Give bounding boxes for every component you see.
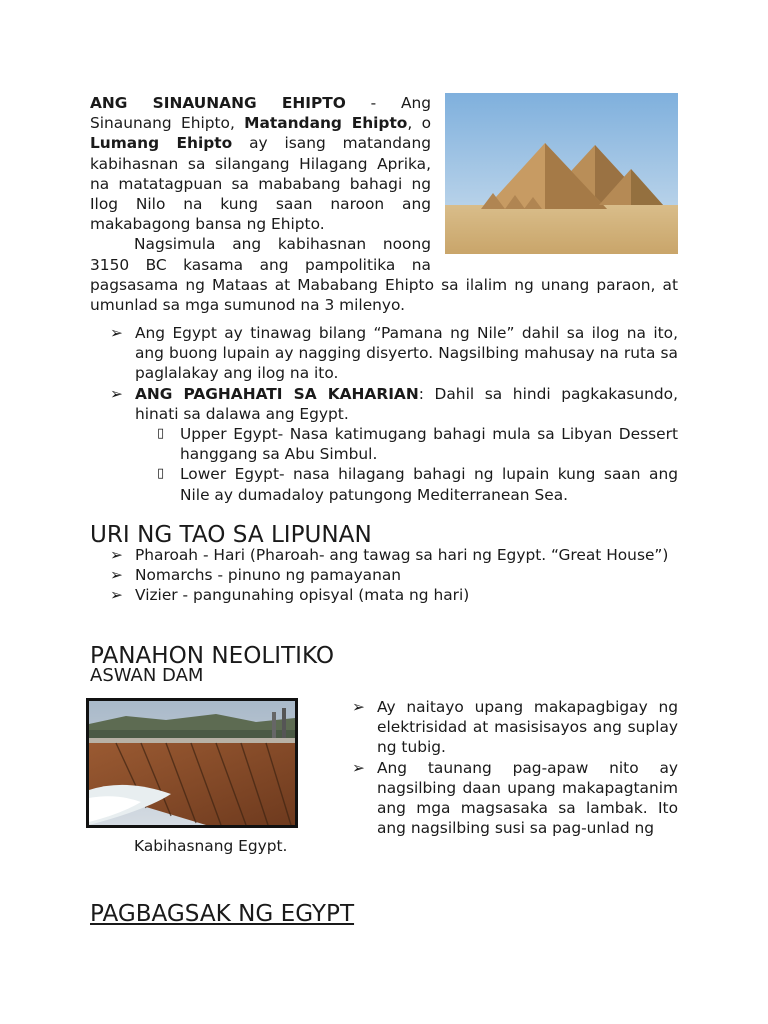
- list-item: [90, 545, 678, 565]
- list-item: [90, 464, 678, 504]
- intro-paragraph-2: Nagsimula ang kabihasnan noong 3150 BC kasama ang pampolitika na pagsasama ng Mataas at Mababang Ehipto sa ilalim ng unang paraon, at umunlad sa mga sumunod na 3 milenyo.: [90, 235, 678, 315]
- intro-mid: , o: [407, 114, 431, 133]
- intro-rest: ay isang matandang kabihasnan sa silangang Hilagang Aprika, na matatagpuan sa mababang bahagi ng Ilog Nilo na kung saan naroon ang makabagong bansa ng Ehipto.: [90, 134, 431, 234]
- dam-caption: Kabihasnang Egypt.: [134, 837, 288, 855]
- sub-text: Lower Egypt- nasa hilagang bahagi ng lupain kung saan ang Nile ay dumadaloy patungong Mediterranean Sea.: [180, 465, 678, 504]
- lipunan-heading: URI NG TAO SA LIPUNAN: [90, 522, 372, 548]
- intro-section: [90, 93, 678, 315]
- pyramids-image: [445, 93, 678, 254]
- list-item: [90, 323, 678, 384]
- pagbagsak-heading: PAGBAGSAK NG EGYPT: [90, 901, 355, 927]
- aswan-dam-list: [332, 697, 678, 838]
- sub-bullet-icon: ▯: [157, 426, 165, 442]
- dam-item-text: Ang taunang pag-apaw nito ay nagsilbing daan upang makapagtanim ang mga magsasaka sa lambak. Ito ang nagsilbing susi sa pag-unlad ng: [377, 758, 678, 838]
- aswan-dam-image: [86, 698, 298, 828]
- intro-sep: - Ang Sinaunang Ehipto,: [90, 94, 432, 133]
- sub-bullet-icon: ▯: [157, 466, 165, 482]
- sub-text: Upper Egypt- Nasa katimugang bahagi mula sa Libyan Dessert hanggang sa Abu Simbul.: [180, 425, 678, 464]
- lipunan-list: [90, 545, 678, 606]
- list-item: [90, 424, 678, 464]
- lipunan-item-text: Nomarchs - pinuno ng pamayanan: [135, 566, 402, 585]
- arrow-bullet-icon: ➢: [110, 586, 123, 605]
- arrow-bullet-icon: ➢: [352, 698, 365, 716]
- list-item: [90, 384, 678, 505]
- point-text: Ang Egypt ay tinawag bilang “Pamana ng Nile” dahil sa ilog na ito, ang buong lupain ay nagging disyerto. Nagsilbing mahusay na ruta sa paglalakay ang ilog na ito.: [135, 324, 678, 383]
- arrow-bullet-icon: ➢: [352, 758, 365, 777]
- dam-item-text: Ay naitayo upang makapagbigay ng elektrisidad at masisisayos ang suplay ng tubig.: [377, 698, 678, 757]
- egypt-points-list: [90, 323, 678, 505]
- intro-bold-matandang: Matandang Ehipto: [244, 114, 408, 133]
- arrow-bullet-icon: ➢: [110, 566, 123, 585]
- point-bold-heading: ANG PAGHAHATI SA KAHARIAN: [135, 384, 419, 403]
- intro-title: ANG SINAUNANG EHIPTO: [90, 94, 346, 112]
- neolitiko-heading: PANAHON NEOLITIKO: [90, 643, 335, 669]
- list-item: [332, 697, 678, 758]
- list-item: [90, 565, 678, 585]
- list-item: [90, 585, 678, 605]
- intro-bold-lumang: Lumang Ehipto: [90, 134, 233, 153]
- list-item: [332, 758, 678, 839]
- arrow-bullet-icon: ➢: [110, 324, 123, 342]
- division-sublist: [135, 424, 678, 505]
- arrow-bullet-icon: ➢: [110, 546, 123, 564]
- lipunan-item-text: Vizier - pangunahing opisyal (mata ng hari): [135, 586, 470, 605]
- aswan-dam-subheading: ASWAN DAM: [90, 665, 204, 686]
- arrow-bullet-icon: ➢: [110, 384, 123, 403]
- point-text: : Dahil sa hindi pagkakasundo, hinati sa dalawa ang Egypt.: [135, 384, 678, 423]
- lipunan-item-text: Pharoah - Hari (Pharoah- ang tawag sa hari ng Egypt. “Great House”): [135, 546, 669, 564]
